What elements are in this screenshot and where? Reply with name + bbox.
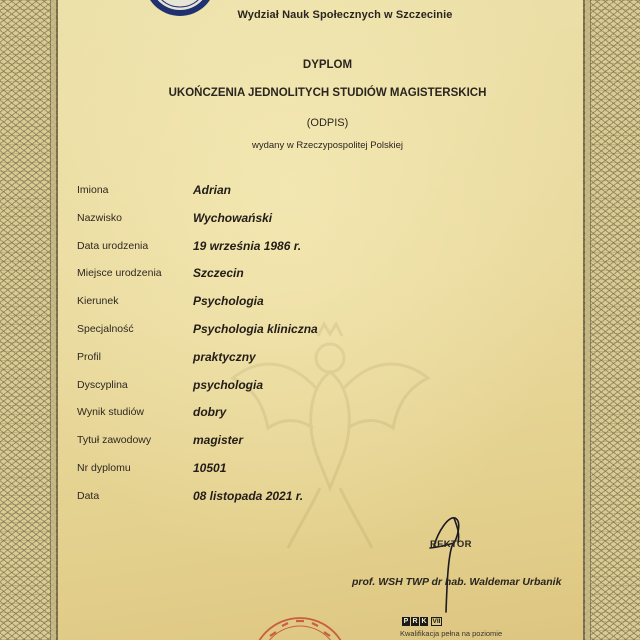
field-value: 08 listopada 2021 r. (193, 488, 304, 503)
field-label: Miejsce urodzenia (77, 267, 162, 280)
field-label: Nazwisko (77, 211, 122, 224)
prk-letter: R (412, 618, 418, 625)
field-value: psychologia (193, 377, 264, 392)
field-label: Wynik studiów (77, 406, 145, 419)
rector-name: prof. WSH TWP dr hab. Waldemar Urbanik (352, 576, 562, 588)
field-label: Nr dyplomu (77, 461, 131, 474)
field-value: 19 września 1986 r. (193, 238, 302, 253)
field-label: Data (77, 489, 100, 502)
rector-title: REKTOR (430, 539, 472, 550)
issued-note: wydany w Rzeczypospolitej Polskiej (251, 140, 403, 151)
field-row-result (77, 403, 497, 431)
diploma-title: DYPLOM (302, 59, 353, 71)
title-block (60, 57, 595, 154)
field-label: Imiona (77, 184, 109, 196)
field-row-specialization (77, 320, 497, 348)
field-row-first-names (77, 181, 497, 209)
field-value: Psychologia kliniczna (193, 321, 318, 336)
field-value: praktyczny (193, 349, 256, 364)
field-row-professional-title (77, 431, 497, 459)
field-value: Wychowański (193, 210, 273, 225)
qualification-note: Kwalifikacja pełna na poziomie (400, 629, 503, 638)
field-label: Kierunek (77, 295, 119, 308)
field-label: Dyscyplina (77, 378, 128, 391)
field-value: dobry (193, 405, 227, 420)
field-label: Specjalność (77, 322, 134, 335)
faculty-heading: Wydział Nauk Społecznych w Szczecinie (237, 9, 453, 21)
field-row-profile (77, 348, 497, 376)
university-seal-icon (140, 0, 220, 16)
diploma-subtitle: UKOŃCZENIA JEDNOLITYCH STUDIÓW MAGISTERSKICH (168, 87, 487, 99)
prk-letter: P (403, 618, 409, 625)
field-value: Szczecin (193, 266, 244, 281)
copy-note: (ODPIS) (306, 117, 349, 129)
field-row-diploma-number (77, 459, 497, 487)
field-label: Data urodzenia (77, 239, 149, 252)
field-row-discipline (77, 376, 497, 404)
field-row-birth-date (77, 237, 497, 265)
rector-signature-icon (420, 512, 480, 616)
field-value: Psychologia (193, 294, 264, 309)
field-row-surname (77, 209, 497, 237)
left-guilloche-border (0, 0, 58, 640)
field-value: Adrian (193, 183, 232, 197)
field-value: magister (193, 433, 244, 448)
prk-level: VII (432, 618, 441, 625)
field-row-date (77, 487, 497, 515)
field-label: Profil (77, 350, 101, 363)
field-value: 10501 (193, 460, 227, 475)
field-label: Tytuł zawodowy (77, 434, 152, 447)
field-row-field-of-study (77, 292, 497, 320)
diploma-fields (77, 181, 497, 515)
official-stamp-icon (250, 606, 350, 640)
field-row-birth-place (77, 264, 497, 292)
prk-letter: K (421, 618, 427, 625)
prk-logo (402, 617, 442, 626)
